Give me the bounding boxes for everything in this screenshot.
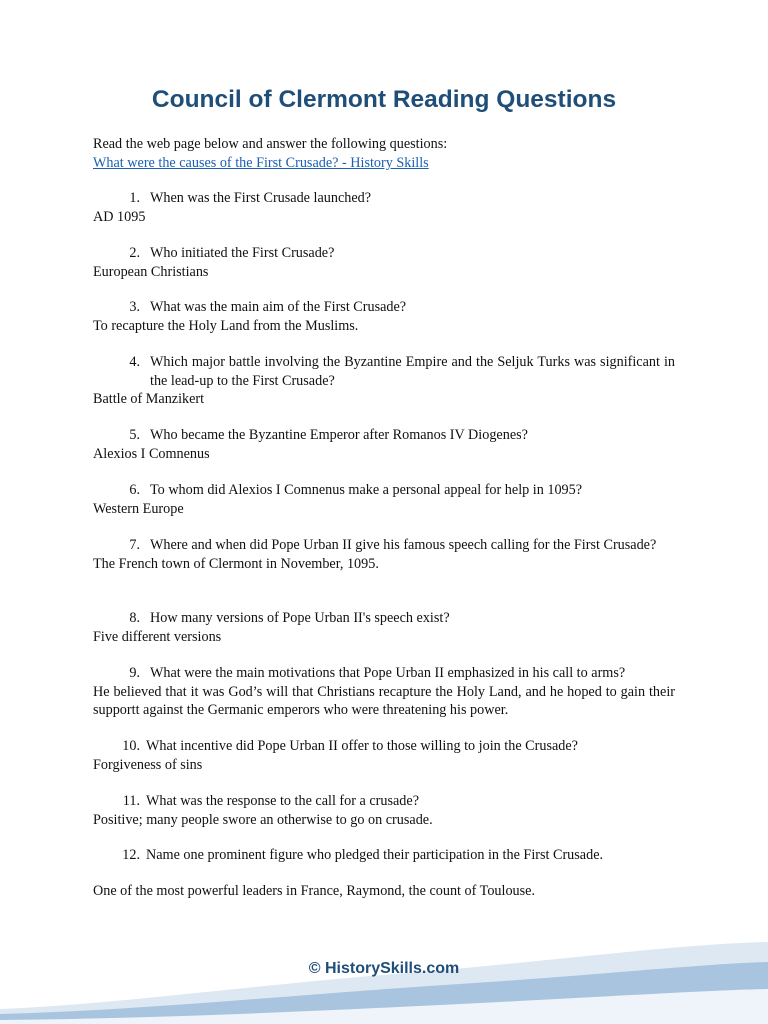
question-number: 10. <box>122 738 140 754</box>
question-text: What were the main motivations that Pope Urban II emphasized in his call to arms? <box>150 665 626 681</box>
question-text: Name one prominent figure who pledged their participation in the First Crusade. <box>146 847 604 863</box>
question-number: 6. <box>129 482 140 498</box>
question-block-2 <box>93 244 675 281</box>
question-text: Who initiated the First Crusade? <box>150 245 335 261</box>
question-number: 3. <box>129 299 140 315</box>
question-block-9 <box>93 664 675 720</box>
question-text: How many versions of Pope Urban II's speech exist? <box>150 610 450 626</box>
copyright-footer: © HistorySkills.com <box>308 960 460 977</box>
answer-text: The French town of Clermont in November, 1095. <box>93 555 379 572</box>
question-text: Which major battle involving the Byzantine Empire and the Seljuk Turks was significant in the lead-up to the First Crusade? <box>150 354 675 389</box>
question-text: To whom did Alexios I Comnenus make a personal appeal for help in 1095? <box>150 482 583 498</box>
answer-text: AD 1095 <box>93 208 146 225</box>
question-block-4 <box>93 353 675 409</box>
question-text: Where and when did Pope Urban II give his famous speech calling for the First Crusade? <box>150 537 657 553</box>
question-block-10 <box>93 737 675 774</box>
question-block-3 <box>93 298 675 335</box>
intro-block <box>93 135 447 173</box>
page-title: Council of Clermont Reading Questions <box>151 86 617 113</box>
question-block-1 <box>93 189 675 226</box>
answer-text: Five different versions <box>93 628 222 645</box>
question-block-12 <box>93 846 675 900</box>
question-number: 4. <box>129 354 140 370</box>
intro-text: Read the web page below and answer the following questions: <box>93 136 448 152</box>
answer-text: Positive; many people swore an otherwise to go on crusade. <box>93 811 433 828</box>
question-number: 2. <box>129 245 140 261</box>
answer-text: Alexios I Comnenus <box>93 445 210 462</box>
question-text: When was the First Crusade launched? <box>150 190 372 206</box>
answer-text: To recapture the Holy Land from the Muslims. <box>93 317 359 334</box>
question-number: 12. <box>122 847 140 863</box>
answer-text: He believed that it was God’s will that Christians recapture the Holy Land, and he hoped to gain their supportt against the Germanic emperors who were threatening his power. <box>93 683 675 718</box>
question-number: 8. <box>129 610 140 626</box>
question-text: What incentive did Pope Urban II offer to those willing to join the Crusade? <box>146 738 578 754</box>
answer-text: One of the most powerful leaders in France, Raymond, the count of Toulouse. <box>93 882 536 899</box>
question-block-6 <box>93 481 675 518</box>
question-text: What was the main aim of the First Crusade? <box>150 299 407 315</box>
question-block-11 <box>93 792 675 829</box>
question-block-5 <box>93 426 675 463</box>
answer-text: Battle of Manzikert <box>93 391 205 407</box>
question-number: 9. <box>129 665 140 681</box>
question-number: 5. <box>129 427 140 443</box>
question-text: What was the response to the call for a crusade? <box>146 793 419 809</box>
question-text: Who became the Byzantine Emperor after Romanos IV Diogenes? <box>150 427 528 443</box>
question-number: 11. <box>122 793 140 809</box>
question-number: 1. <box>129 190 140 206</box>
source-link[interactable]: What were the causes of the First Crusade? - History Skills <box>93 155 429 171</box>
question-block-7 <box>93 536 675 573</box>
question-block-8 <box>93 609 675 646</box>
answer-text: Western Europe <box>93 500 184 517</box>
question-number: 7. <box>129 537 140 553</box>
answer-text: European Christians <box>93 263 209 280</box>
answer-text: Forgiveness of sins <box>93 756 203 773</box>
